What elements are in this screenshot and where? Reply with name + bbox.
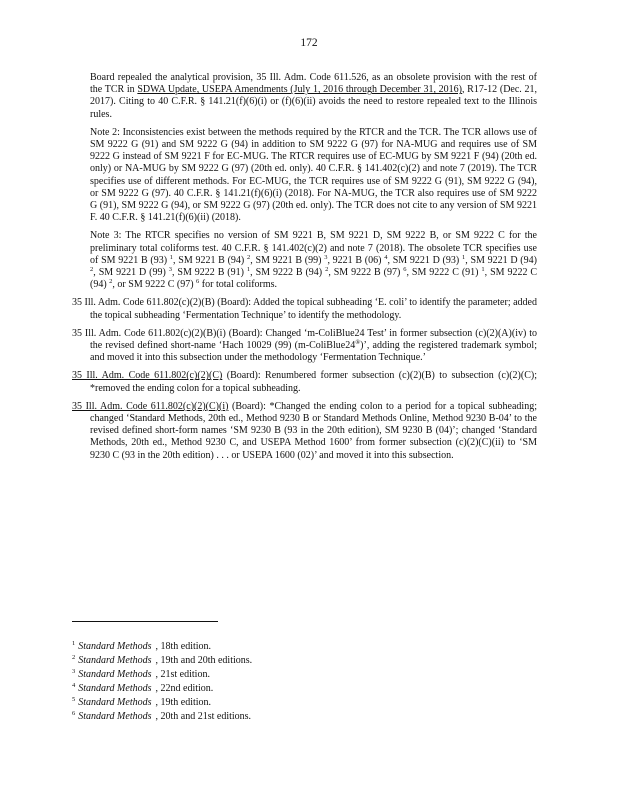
footnote: $^2$ Standard Methods , 19th and 20th editions.: [72, 653, 253, 666]
citation: 35 Ill. Adm. Code 611.802(c)(2)(C)(i): [72, 400, 229, 412]
method-citation: or SM 9222 C (97) $^6$: [117, 278, 200, 291]
footnote-ref: 1: [461, 253, 466, 261]
method-citation: SM 9222 B (91) $^1$: [177, 266, 251, 279]
method-citation: SM 9222 B (94) $^2$: [255, 266, 329, 279]
footnote-ref: 2: [325, 266, 329, 274]
footnote-ref: 4: [384, 253, 388, 261]
underlined-citation: SDWA Update, USEPA Amendments (July 1, 2016 through December 31, 2016): [137, 84, 462, 96]
method-citation: SM 9222 C (94) $^2$: [90, 267, 538, 291]
footnote: $^3$ Standard Methods , 21st edition.: [72, 667, 210, 680]
method-citation: SM 9221 B (93) $^1$: [101, 253, 174, 266]
text: , R17-12 (Dec. 21, 2017). Citing to 40 C.F.R. § 141.21(f)(6)(i) or (f)(6)(ii) avoids the need to restore repealed text to the Illinois rules.: [90, 84, 537, 120]
method-citation: SM 9221 B (99) $^3$: [255, 253, 328, 266]
registered-mark: ®: [355, 339, 361, 347]
method-citation: SM 9221 B (94) $^2$: [178, 253, 251, 266]
footnote-ref: 3: [168, 266, 172, 274]
method-citation: SM 9222 C (91) $^1$: [411, 266, 485, 279]
footnote: $^1$ Standard Methods , 18th edition.: [72, 640, 212, 652]
footnote-ref: 2: [90, 266, 94, 274]
footnotes: [72, 640, 252, 723]
note-2: Note 2: Inconsistencies exist between the methods required by the RTCR and the TCR. The TCR allows use of SM 9222 G (91) and SM 9222 G (94) in addition to SM 9222 G (97) for NA-MUG and requires use of SM 9222 G instead of SM 9221 F for EC-MUG. The RTCR requires use of EC-MUG by SM 9221 F (94) (20th ed. only) or NA-MUG by SM 9222 G (97) (20th ed. only). 40 C.F.R. § 141.402(c)(2) and note 7 (2019). The TCR specifies use of different methods. For EC-MUG, the TCR requires use of SM 9222 G (91), SM 9222 G (94), or SM 9222 G (97). 40 C.F.R. § 141.21(f)(6)(i) (2018). For NA-MUG, the TCR also requires use of SM 9222 G (91), SM 9222 G (94), or SM 9222 G (97) (20th ed. only). The TCR does not cite to any version of SM 9221 F. 40 C.F.R. § 141.21(f)(6)(ii) (2018).: [90, 126, 537, 224]
text: (Board): *Changed the ending colon to a period for a topical subheading; changed ‘Standard Methods, 20th ed., Method 9230 B or Standard Methods Online, Method 9230 B-04’ to the revised defined short-form names ‘SM 9230 B (93 in the 20th edition), SM 9230 B (04)’; changed ‘Standard Methods, 20th ed., Method 9230 C, and USEPA Method 1600’ from former subsection (c)(2)(C)(ii) to ‘SM 9230 C (93 in the 20th edition) . . . or USEPA 1600 (02)’ and moved it into this subsection.: [90, 400, 537, 461]
page-body: [72, 72, 537, 468]
citation: 35 Ill. Adm. Code 611.802(c)(2)(C): [72, 370, 223, 382]
footnote: $^4$ Standard Methods , 22nd edition.: [72, 681, 214, 694]
method-citation: 9221 B (06) $^4$: [332, 253, 388, 266]
footnote-ref: 6: [196, 278, 200, 286]
page-number: 172: [300, 37, 318, 49]
footnote-ref: 6: [403, 266, 407, 274]
method-citation: SM 9221 D (93) $^1$: [392, 253, 466, 266]
entry-611-802-c-2-b: 35 Ill. Adm. Code 611.802(c)(2)(B) (Board): Added the topical subheading ‘E. coli’ to identify the parameter; added the topical subheading ‘Fermentation Technique’ to identify the methodology.: [72, 297, 537, 321]
text: Board repealed the analytical provision, 35 Ill. Adm. Code 611.526, as an obsolete provision with the rest of the TCR in: [90, 72, 537, 96]
entry-611-802-c-2-c: [72, 370, 537, 394]
footnote-ref: 1: [169, 253, 174, 261]
text: for total coliforms.: [199, 279, 278, 291]
text: )’, adding the registered trademark symbol; and moved it into this subsection under the methodology ‘Fermentation Technique.’: [90, 340, 537, 364]
method-citation: SM 9222 B (97) $^6$: [333, 266, 407, 279]
footnote-ref: 1: [481, 266, 485, 274]
footnote-ref: 2: [246, 253, 251, 261]
footnote: $^6$ Standard Methods , 20th and 21st editions.: [72, 709, 252, 722]
method-citation: SM 9221 D (99) $^3$: [98, 266, 172, 279]
footnote: $^5$ Standard Methods , 19th edition.: [72, 695, 212, 708]
method-citation: SM 9221 D (94) $^2$: [90, 254, 537, 274]
entry-611-802-c-2-c-i: [72, 401, 537, 462]
footnote-divider: [72, 621, 218, 622]
footnote-ref: 3: [324, 253, 328, 261]
text: 35 Ill. Adm. Code 611.802(c)(2)(B)(i) (Board): Changed ‘m-ColiBlue24 Test’ in former subsection (c)(2)(A)(iv) to the revised defined short-name ‘Hach 10029 (99) (m-ColiBlue24: [72, 327, 537, 352]
text: Note 3: The RTCR specifies no version of SM 9221 B, SM 9221 D, SM 9222 B, or SM 9222 C for the preliminary total coliforms test. 40 C.F.R. § 141.402(c)(2) and note 7 (2018). The obsolete TCR specifies use of: [90, 230, 537, 266]
footnote-ref: 2: [109, 278, 113, 286]
paragraph-board-repealed: [90, 72, 537, 121]
note-3: [90, 230, 537, 291]
footnote-ref: 1: [246, 266, 251, 274]
method-list: SM 9221 B (93) $^1$, SM 9221 B (94) $^2$, SM 9221 B (99) $^3$, 9221 B (06) $^4$, SM 9221 D (93) $^1$, SM 9221 D (94) $^2$, SM 9221 D (99) $^3$, SM 9222 B (91) $^1$, SM 9222 B (94) $^2$, SM 9222 B (97) $^6$, SM 9222 C (91) $^1$, SM 9222 C (94) $^2$, or SM 9222 C (97) $^6$: [90, 253, 538, 291]
entry-611-802-c-2-b-i: [72, 328, 537, 365]
text: (Board): Renumbered former subsection (c)(2)(B) to subsection (c)(2)(C); *removed the ending colon for a topical subheading.: [90, 370, 537, 394]
